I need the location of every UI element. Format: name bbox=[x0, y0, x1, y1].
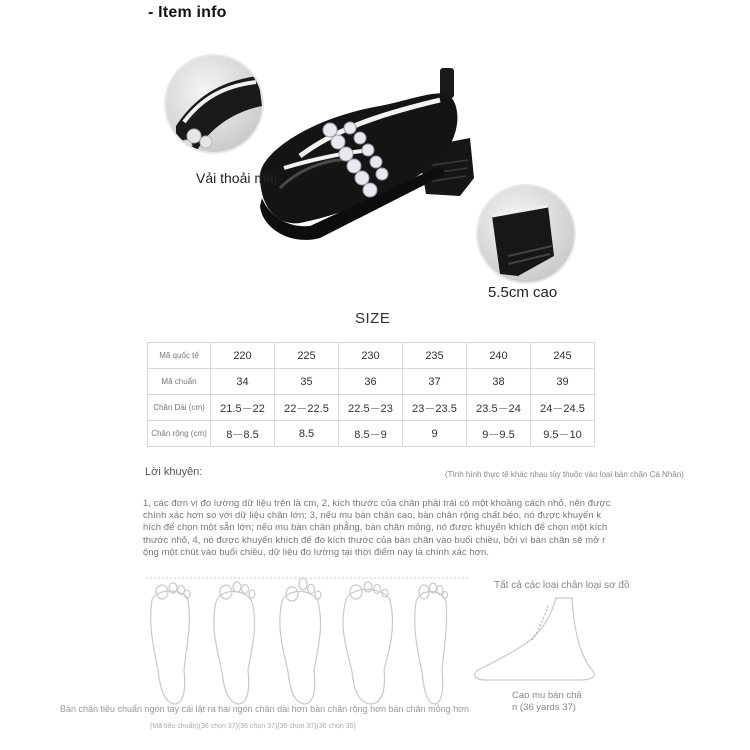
table-cell: 38 bbox=[467, 369, 531, 395]
heel-zoom-image bbox=[476, 184, 576, 284]
table-cell: 245 bbox=[531, 343, 595, 369]
row-label: Mã quốc tế bbox=[148, 343, 211, 369]
table-cell: 22－22.5 bbox=[275, 395, 339, 421]
table-cell: 220 bbox=[211, 343, 275, 369]
table-cell: 23.5－24 bbox=[467, 395, 531, 421]
advice-label: Lời khuyên: bbox=[145, 466, 203, 478]
table-cell: 21.5－22 bbox=[211, 395, 275, 421]
foot-side-view-high-arch bbox=[475, 598, 595, 680]
advice-line: ộng một chút vào buổi chiều, dữ liệu đo lường tại thời điểm này là chính xác hơn. bbox=[143, 545, 490, 557]
table-cell: 9－9.5 bbox=[467, 421, 531, 447]
advice-note: (Tình hình thực tế khác nhau tùy thuộc vào loại bàn chân Cá Nhân) bbox=[445, 470, 684, 479]
table-cell: 36 bbox=[339, 369, 403, 395]
foot-outline-wide bbox=[343, 582, 393, 704]
foot-type-diagrams bbox=[140, 570, 620, 710]
table-cell: 22.5－23 bbox=[339, 395, 403, 421]
all-types-label: Tất cả các loại chân loại sơ đồ bbox=[494, 580, 630, 591]
row-label: Chân rộng (cm) bbox=[148, 421, 211, 447]
table-row bbox=[148, 369, 595, 395]
table-cell: 8.5－9 bbox=[339, 421, 403, 447]
foot-outline-bunion bbox=[214, 582, 255, 704]
high-arch-line: Cao mu bàn chả bbox=[512, 690, 582, 701]
table-row bbox=[148, 343, 595, 369]
table-cell: 225 bbox=[275, 343, 339, 369]
table-cell: 235 bbox=[403, 343, 467, 369]
foot-types-size-advice: (Mã tiêu chuẩn)(36 chọn 37)(36 chọn 37)(36 chọn 37)(36 chọn 35) bbox=[150, 723, 356, 730]
foot-types-caption: Bàn chân tiêu chuẩn ngón tay cái lật ra hai ngón chân dài hơn bàn chân rộng hơn bàn chân mỏng hơn bbox=[60, 704, 469, 714]
row-label: Mã chuẩn bbox=[148, 369, 211, 395]
section-title: - Item info bbox=[148, 4, 227, 21]
foot-outline-long-toe bbox=[280, 578, 321, 704]
table-cell: 35 bbox=[275, 369, 339, 395]
table-cell: 230 bbox=[339, 343, 403, 369]
size-chart-title: SIZE bbox=[355, 310, 391, 327]
advice-line: 1, các đơn vị đo lường dữ liệu trên là cm, 2, kích thước của chân phải trái có một khoảng cách nhỏ, nên được bbox=[143, 497, 611, 508]
heel-height-label: 5.5cm cao bbox=[488, 284, 558, 301]
table-cell: 23－23.5 bbox=[403, 395, 467, 421]
comfort-label: Vải thoải mái bbox=[196, 170, 277, 186]
high-arch-line: n (36 yards 37) bbox=[512, 702, 576, 713]
row-label: Chân Dài (cm) bbox=[148, 395, 211, 421]
advice-line: thước nhỏ, 4, nó được khuyến khích để đo kích thước của bàn chân vào buổi chiều, bởi vì bàn chân sẽ mở r bbox=[143, 533, 606, 545]
advice-line: chính xác hơn so với dữ liệu chân lớn; 3, nếu mu bàn chân cao, bàn chân rộng chất béo, nó được khuyến k bbox=[143, 509, 602, 521]
table-row bbox=[148, 421, 595, 447]
table-cell: 8.5 bbox=[275, 421, 339, 447]
advice-line: hích để chọn một sẵn lớn; nếu mu bàn chân phẳng, bàn chân mỏng, nó được khuyến khích để chọn một kích bbox=[143, 521, 608, 533]
table-cell: 9.5－10 bbox=[531, 421, 595, 447]
foot-outline-standard bbox=[151, 583, 190, 704]
table-cell: 24－24.5 bbox=[531, 395, 595, 421]
table-cell: 37 bbox=[403, 369, 467, 395]
table-cell: 8－8.5 bbox=[211, 421, 275, 447]
table-cell: 240 bbox=[467, 343, 531, 369]
advice-text bbox=[143, 497, 657, 558]
table-cell: 39 bbox=[531, 369, 595, 395]
table-cell: 9 bbox=[403, 421, 467, 447]
foot-outline-narrow bbox=[415, 583, 448, 704]
high-arch-label bbox=[512, 690, 592, 714]
table-cell: 34 bbox=[211, 369, 275, 395]
size-chart-table bbox=[147, 342, 595, 447]
table-row bbox=[148, 395, 595, 421]
